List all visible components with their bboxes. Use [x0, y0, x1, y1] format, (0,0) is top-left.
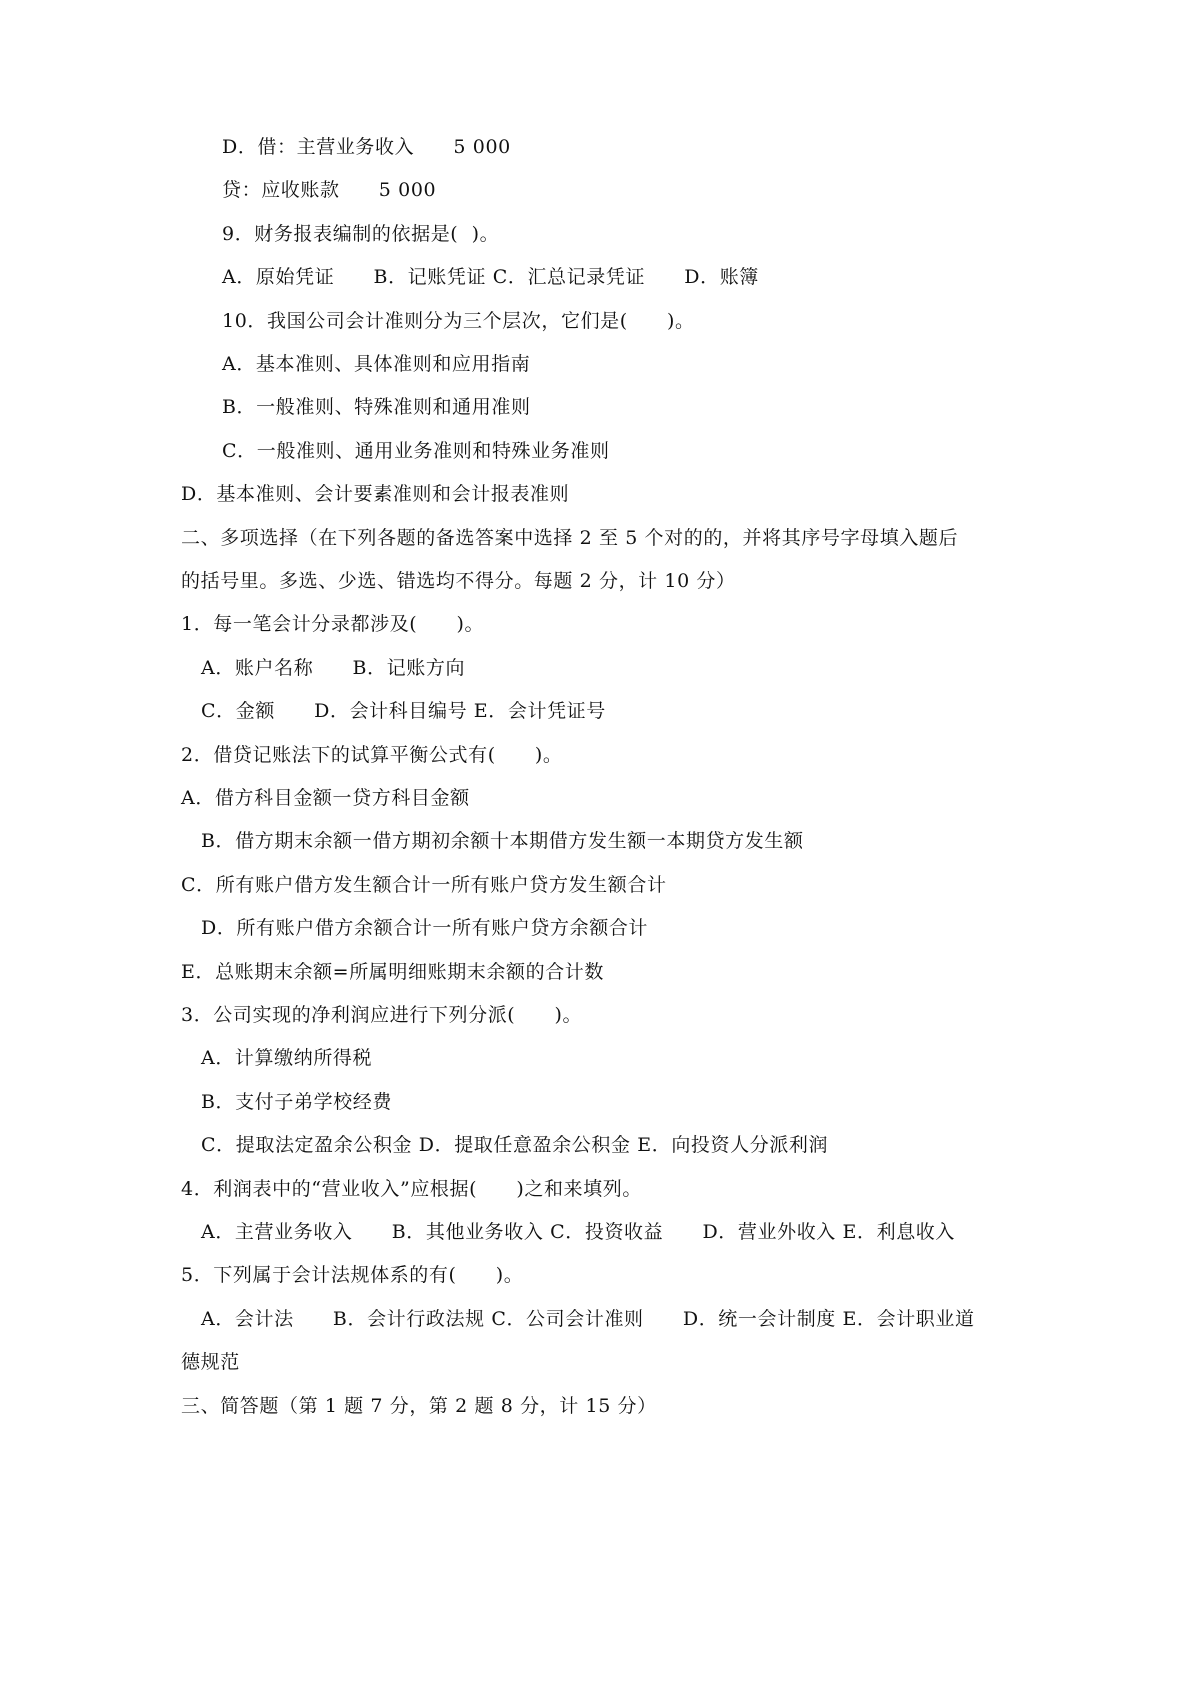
- section-2-heading: 二、多项选择（在下列各题的备选答案中选择 2 至 5 个对的的，并将其序号字母填入题后: [181, 527, 959, 549]
- mc-question-3-options-cde: C．提取法定盈余公积金 D．提取任意盈余公积金 E．向投资人分派利润: [201, 1134, 829, 1156]
- option-d-debit-line: D．借：主营业务收入 5 000: [222, 136, 511, 158]
- mc-question-1-options-ab: A．账户名称 B．记账方向: [201, 657, 466, 679]
- mc-question-1-options-cde: C．金额 D．会计科目编号 E．会计凭证号: [201, 700, 606, 722]
- option-d-credit-line: 贷：应收账款 5 000: [222, 179, 437, 201]
- mc-question-2-option-a: A．借方科目金额一贷方科目金额: [181, 787, 470, 809]
- mc-question-2-option-d: D．所有账户借方余额合计一所有账户贷方余额合计: [201, 917, 649, 939]
- question-9-options: A．原始凭证 B．记账凭证 C．汇总记录凭证 D．账簿: [222, 266, 759, 288]
- mc-question-2-option-e: E．总账期末余额=所属明细账期末余额的合计数: [181, 961, 604, 983]
- question-9: 9．财务报表编制的依据是( )。: [222, 223, 500, 245]
- section-2-heading-cont: 的括号里。多选、少选、错选均不得分。每题 2 分，计 10 分）: [181, 570, 736, 592]
- mc-question-2-option-b: B．借方期末余额一借方期初余额十本期借方发生额一本期贷方发生额: [201, 830, 804, 852]
- question-10-option-c: C．一般准则、通用业务准则和特殊业务准则: [222, 440, 610, 462]
- question-10-option-a: A．基本准则、具体准则和应用指南: [222, 353, 531, 375]
- question-10-option-d: D．基本准则、会计要素准则和会计报表准则: [181, 483, 570, 505]
- mc-question-2: 2．借贷记账法下的试算平衡公式有( )。: [181, 744, 563, 766]
- mc-question-3: 3．公司实现的净利润应进行下列分派( )。: [181, 1004, 583, 1026]
- mc-question-2-option-c: C．所有账户借方发生额合计一所有账户贷方发生额合计: [181, 874, 667, 896]
- mc-question-3-option-b: B．支付子弟学校经费: [201, 1091, 392, 1113]
- mc-question-1: 1．每一笔会计分录都涉及( )。: [181, 613, 485, 635]
- section-3-heading: 三、简答题（第 1 题 7 分，第 2 题 8 分，计 15 分）: [181, 1395, 657, 1417]
- mc-question-5: 5．下列属于会计法规体系的有( )。: [181, 1264, 524, 1286]
- mc-question-4: 4．利润表中的“营业收入”应根据( )之和来填列。: [181, 1178, 642, 1200]
- mc-question-5-options-cont: 德规范: [181, 1351, 240, 1373]
- question-10: 10．我国公司会计准则分为三个层次，它们是( )。: [222, 310, 695, 332]
- mc-question-3-option-a: A．计算缴纳所得税: [201, 1047, 373, 1069]
- question-10-option-b: B．一般准则、特殊准则和通用准则: [222, 396, 531, 418]
- mc-question-5-options: A．会计法 B．会计行政法规 C．公司会计准则 D．统一会计制度 E．会计职业道: [201, 1308, 975, 1330]
- mc-question-4-options: A．主营业务收入 B．其他业务收入 C．投资收益 D．营业外收入 E．利息收入: [201, 1221, 956, 1243]
